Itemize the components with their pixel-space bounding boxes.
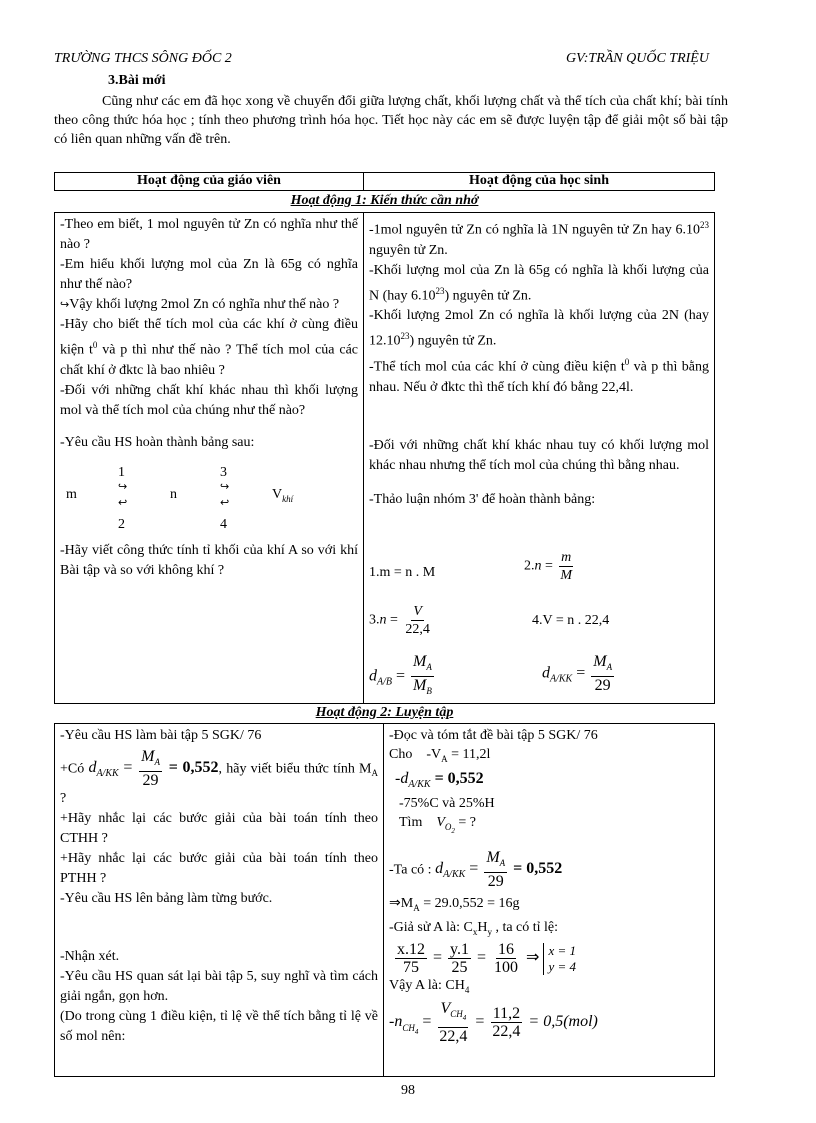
school-name: TRƯỜNG THCS SÔNG ĐỐC 2 [54,51,232,66]
t1-q1: -Theo em biết, 1 mol nguyên tử Zn có nghĩa như thế nào ? [60,217,358,252]
s2-ratio: $\frac{x.12}{75}$ = $\frac{y.1}{25}$ = $\frac{16}{100}$ ⇒ x = 1 y = 4 [397,941,576,977]
t1-q7: -Hãy viết công thức tính tỉ khối của khí A so với khí Bài tập và so với không khí ? [60,542,358,578]
t2-q2: +Có $d_{A/KK}$ = $\frac{M_A}{29}$ = 0,552, hãy viết biểu thức tính $M_A$ ? [60,748,379,807]
diagram-m: m [66,486,77,502]
activity1-table [54,212,715,704]
diagram-label-1: 1 [118,464,125,480]
col-teacher: Hoạt động của giáo viên [55,173,364,191]
activity2-student-cell [384,724,715,1077]
t2-q8: (Do trong cùng 1 điều kiện, tỉ lệ về thể tích bằng tỉ lệ về số mol nên: [60,1009,378,1045]
diagram-n: n [170,486,177,502]
t2-q5: -Yêu cầu HS lên bảng làm từng bước. [60,891,273,907]
s2-a6: $\Rightarrow M_A = 29.0,552 = 16g$ [389,894,520,913]
conversion-diagram [60,463,358,541]
diagram-label-2: 2 [118,516,125,532]
s1-a2: -Khối lượng mol của Zn là 65g có nghĩa là khối lượng của N (hay 6.10$^{23}$) nguyên tử Zn. [369,262,709,304]
t2-q7: -Yêu cầu HS quan sát lại bài tập 5, suy nghĩ và tìm cách giải ngắn, gọn hơn. [60,969,378,1005]
arrow-left-icon: ↩ [118,495,128,509]
s2-a8: Vậy A là: $CH_4$ [389,978,470,996]
arrow-right-icon-2: ↪ [220,479,230,493]
diagram-v: $V_{khí}$ [272,486,294,504]
arrow-left-icon-2: ↩ [220,495,230,509]
activity1-teacher-cell [55,213,364,704]
t1-q3: ↪Vậy khối lượng 2mol Zn có nghĩa như thế nào ? [60,297,340,312]
t1-q6: -Yêu cầu HS hoàn thành bảng sau: [60,434,255,450]
activity2-title: Hoạt động 2: Luyện tập [315,705,454,720]
activity1-student-cell [364,213,715,704]
diagram-label-4: 4 [220,516,227,532]
t1-q2: -Em hiểu khối lượng mol của Zn là 65g có nghĩa như thế nào? [60,257,358,292]
col-student: Hoạt động của học sinh [364,173,715,191]
activity2-teacher-cell [55,724,384,1077]
teacher-name: GV:TRẦN QUỐC TRIỆU [566,51,709,66]
t2-q1: -Yêu cầu HS làm bài tập 5 SGK/ 76 [60,728,262,743]
t2-q6: -Nhận xét. [60,949,120,965]
formula-density-air: $d_{A/KK}$ = $\frac{M_A}{29}$ [542,653,613,695]
formula-1: 1.m = n . M [369,565,436,580]
section-title: 3.Bài mới [108,73,166,88]
formula-3: 3.n = $\frac{V}{22,4}$ [369,604,430,637]
formula-2: 2.n = $\frac{m}{M}$ [524,550,573,583]
formula-density-ab: $d_{A/B}$ = $\frac{M_A}{M_B}$ [369,653,432,697]
diagram-label-3: 3 [220,464,227,480]
s2-a7: -Giả sử A là: $C_xH_y$ , ta có tỉ lệ: [389,919,559,937]
t2-q3: +Hãy nhắc lại các bước giải của bài toán tính theo CTHH ? [60,811,378,847]
s1-a6: -Thảo luận nhóm 3' để hoàn thành bảng: [369,491,596,507]
arrow-right-icon: ↪ [118,479,128,493]
t1-q4: -Hãy cho biết thể tích mol của các khí ở cùng điều kiện $t^0$ và p thì như thế nào ? Thể tích mol của các chất khí ở đktc là bao nhiêu ? [60,317,358,378]
s2-nch4: $-n_{CH_4}$ = $\frac{V_{CH_4}}{22,4}$ = $\frac{11,2}{22,4}$ = 0,5(mol) [389,1000,598,1046]
formula-4: 4.V = n . 22,4 [532,613,610,628]
activity1-title: Hoạt động 1: Kiến thức cần nhớ [290,193,479,208]
s2-a4: Tìm $V_{O_2}$ = ? [399,814,477,835]
s2-a1: -Đọc và tóm tắt đề bài tập 5 SGK/ 76 [389,728,598,743]
s2-a3: -75%C và 25%H [399,795,495,811]
s1-a3: -Khối lượng 2mol Zn có nghĩa là khối lượng của 2N (hay 12.10$^{23}$) nguyên tử Zn. [369,308,709,349]
s2-a5: -Ta có : $d_{A/KK}$ = $\frac{M_A}{29}$ = 0,552 [389,848,563,890]
section-intro: Cũng như các em đã học xong về chuyển đổi giữa lượng chất, khối lượng chất và thể tích của chất khí; bài tính theo công thức hóa học ; tính theo phương trình hóa học. Tiết học này các em sẽ được luyện tập để giải một số bài tập có liên quan những vấn đề trên. [54,94,728,147]
s1-a4: -Thể tích mol của các khí ở cùng điều kiện $t^0$ và p thì bằng nhau. Nếu ở đktc thì thể tích khí đó bằng 22,4l. [369,356,710,395]
activities-table-header [54,172,715,191]
arrow-icon: ↪ [60,298,70,311]
s1-a5: -Đối với những chất khí khác nhau tuy có khối lượng mol khác nhau nhưng thể tích mol của chúng thì bằng nhau. [369,437,709,473]
activity2-table [54,723,715,1077]
s2-a2: Cho $-V_A = 11,2l$ [389,747,491,764]
t2-q4: +Hãy nhắc lại các bước giải của bài toán tính theo PTHH ? [60,851,378,887]
s2-density: $-d_{A/KK} = 0,552$ [395,769,484,790]
t1-q5: -Đối với những chất khí khác nhau thì khối lượng mol và thể tích mol của chúng như thế nào? [60,382,358,418]
page-number: 98 [401,1083,415,1098]
s1-a1: -1mol nguyên tử Zn có nghĩa là 1N nguyên tử Zn hay 6.10$^{23}$ nguyên tử Zn. [369,220,709,258]
